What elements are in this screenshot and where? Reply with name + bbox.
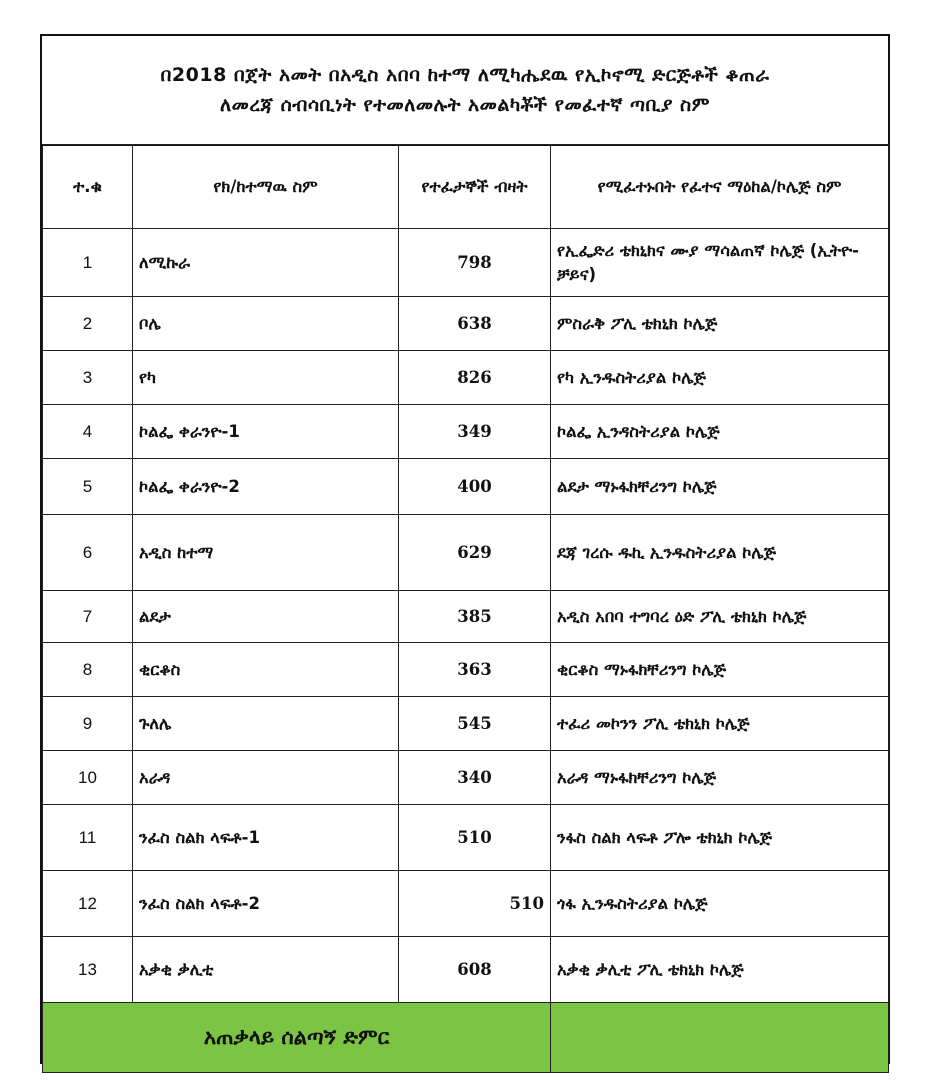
- table-row: [43, 871, 889, 937]
- table-row: [43, 805, 889, 871]
- total-value: [551, 1003, 889, 1073]
- examinee-count: 340: [399, 751, 551, 805]
- table-row: [43, 297, 889, 351]
- row-number: 8: [43, 643, 133, 697]
- examinee-count: 510: [399, 805, 551, 871]
- row-number: 4: [43, 405, 133, 459]
- row-number: 13: [43, 937, 133, 1003]
- exam-center-name: ደጃ ገረሱ ዱኪ ኢንዱስትሪያል ኮሌጅ: [551, 515, 889, 591]
- exam-center-name: የኢፌድሪ ቴክኒክና ሙያ ማሳልጠኛ ኮሌጅ (ኢትዮ-ቻይና): [551, 229, 889, 297]
- table-row: [43, 405, 889, 459]
- examinee-count: 510: [399, 871, 551, 937]
- table-row: [43, 229, 889, 297]
- exam-center-name: አራዳ ማኑፋክቸሪንግ ኮሌጅ: [551, 751, 889, 805]
- exam-center-name: ቂርቆስ ማኑፋክቸሪንግ ኮሌጅ: [551, 643, 889, 697]
- examinee-count: 608: [399, 937, 551, 1003]
- row-number: 5: [43, 459, 133, 515]
- subcity-name: ኮልፌ ቀራንዮ-2: [133, 459, 399, 515]
- exam-center-name: አቃቂ ቃሊቲ ፖሊ ቴክኒክ ኮሌጅ: [551, 937, 889, 1003]
- table-row: [43, 643, 889, 697]
- examinee-count: 400: [399, 459, 551, 515]
- table-header-row: [43, 145, 889, 229]
- table-row: [43, 937, 889, 1003]
- exam-center-name: ልደታ ማኑፋክቸሪንግ ኮሌጅ: [551, 459, 889, 515]
- exam-center-name: ጎፋ ኢንዱስትሪያል ኮሌጅ: [551, 871, 889, 937]
- exam-center-name: ኮልፌ ኢንዳስትሪያል ኮሌጅ: [551, 405, 889, 459]
- subcity-name: ኮልፌ ቀራንዮ-1: [133, 405, 399, 459]
- examinee-count: 349: [399, 405, 551, 459]
- table-row: [43, 697, 889, 751]
- subcity-name: አራዳ: [133, 751, 399, 805]
- row-number: 10: [43, 751, 133, 805]
- examinee-count: 545: [399, 697, 551, 751]
- subcity-name: አዲስ ከተማ: [133, 515, 399, 591]
- document-sheet: [40, 34, 890, 1064]
- exam-center-table: [42, 144, 889, 1073]
- subcity-name: ቂርቆስ: [133, 643, 399, 697]
- subcity-name: ጉለሌ: [133, 697, 399, 751]
- subcity-name: አቃቂ ቃሊቲ: [133, 937, 399, 1003]
- subcity-name: የካ: [133, 351, 399, 405]
- exam-center-name: ተፈሪ መኮንን ፖሊ ቴክኒክ ኮሌጅ: [551, 697, 889, 751]
- examinee-count: 363: [399, 643, 551, 697]
- table-row: [43, 351, 889, 405]
- row-number: 6: [43, 515, 133, 591]
- header-subcity-name: የክ/ከተማዉ ስም: [133, 145, 399, 229]
- examinee-count: 629: [399, 515, 551, 591]
- subcity-name: ንፈስ ስልክ ላፍቶ-2: [133, 871, 399, 937]
- examinee-count: 638: [399, 297, 551, 351]
- title-line-1: በ2018 በጀት አመት በአዲስ አበባ ከተማ ለሚካሔደዉ የኢኮኖሚ ድርጅቶች ቆጠራ: [160, 64, 770, 86]
- row-number: 3: [43, 351, 133, 405]
- table-row: [43, 591, 889, 643]
- row-number: 11: [43, 805, 133, 871]
- row-number: 9: [43, 697, 133, 751]
- examinee-count: 385: [399, 591, 551, 643]
- exam-center-name: የካ ኢንዱስትሪያል ኮሌጅ: [551, 351, 889, 405]
- row-number: 7: [43, 591, 133, 643]
- title-line-2: ለመረጃ ሰብሳቢነት የተመለመሉት አመልካቾች የመፈተኛ ጣቢያ ስም: [220, 94, 710, 116]
- subcity-name: ቦሌ: [133, 297, 399, 351]
- total-row: [43, 1003, 889, 1073]
- table-row: [43, 515, 889, 591]
- subcity-name: ልደታ: [133, 591, 399, 643]
- header-number: ተ.ቁ: [43, 145, 133, 229]
- table-body: [43, 229, 889, 1003]
- document-title: [42, 36, 888, 146]
- header-exam-center: የሚፈተኑበት የፈተና ማዕከል/ኮሌጅ ስም: [551, 145, 889, 229]
- examinee-count: 826: [399, 351, 551, 405]
- header-examinee-count: የተፈታኞች ብዛት: [399, 145, 551, 229]
- exam-center-name: አዲስ አበባ ተግባረ ዕድ ፖሊ ቴክኒክ ኮሌጅ: [551, 591, 889, 643]
- exam-center-name: ምስራቅ ፖሊ ቴክኒክ ኮሌጅ: [551, 297, 889, 351]
- table-row: [43, 751, 889, 805]
- row-number: 2: [43, 297, 133, 351]
- row-number: 12: [43, 871, 133, 937]
- subcity-name: ንፈስ ስልክ ላፍቶ-1: [133, 805, 399, 871]
- subcity-name: ለሚኩራ: [133, 229, 399, 297]
- total-label: አጠቃላይ ሰልጣኝ ድምር: [43, 1003, 551, 1073]
- examinee-count: 798: [399, 229, 551, 297]
- table-row: [43, 459, 889, 515]
- row-number: 1: [43, 229, 133, 297]
- exam-center-name: ንፋስ ስልክ ላፍቶ ፖሎ ቴክኒክ ኮሌጅ: [551, 805, 889, 871]
